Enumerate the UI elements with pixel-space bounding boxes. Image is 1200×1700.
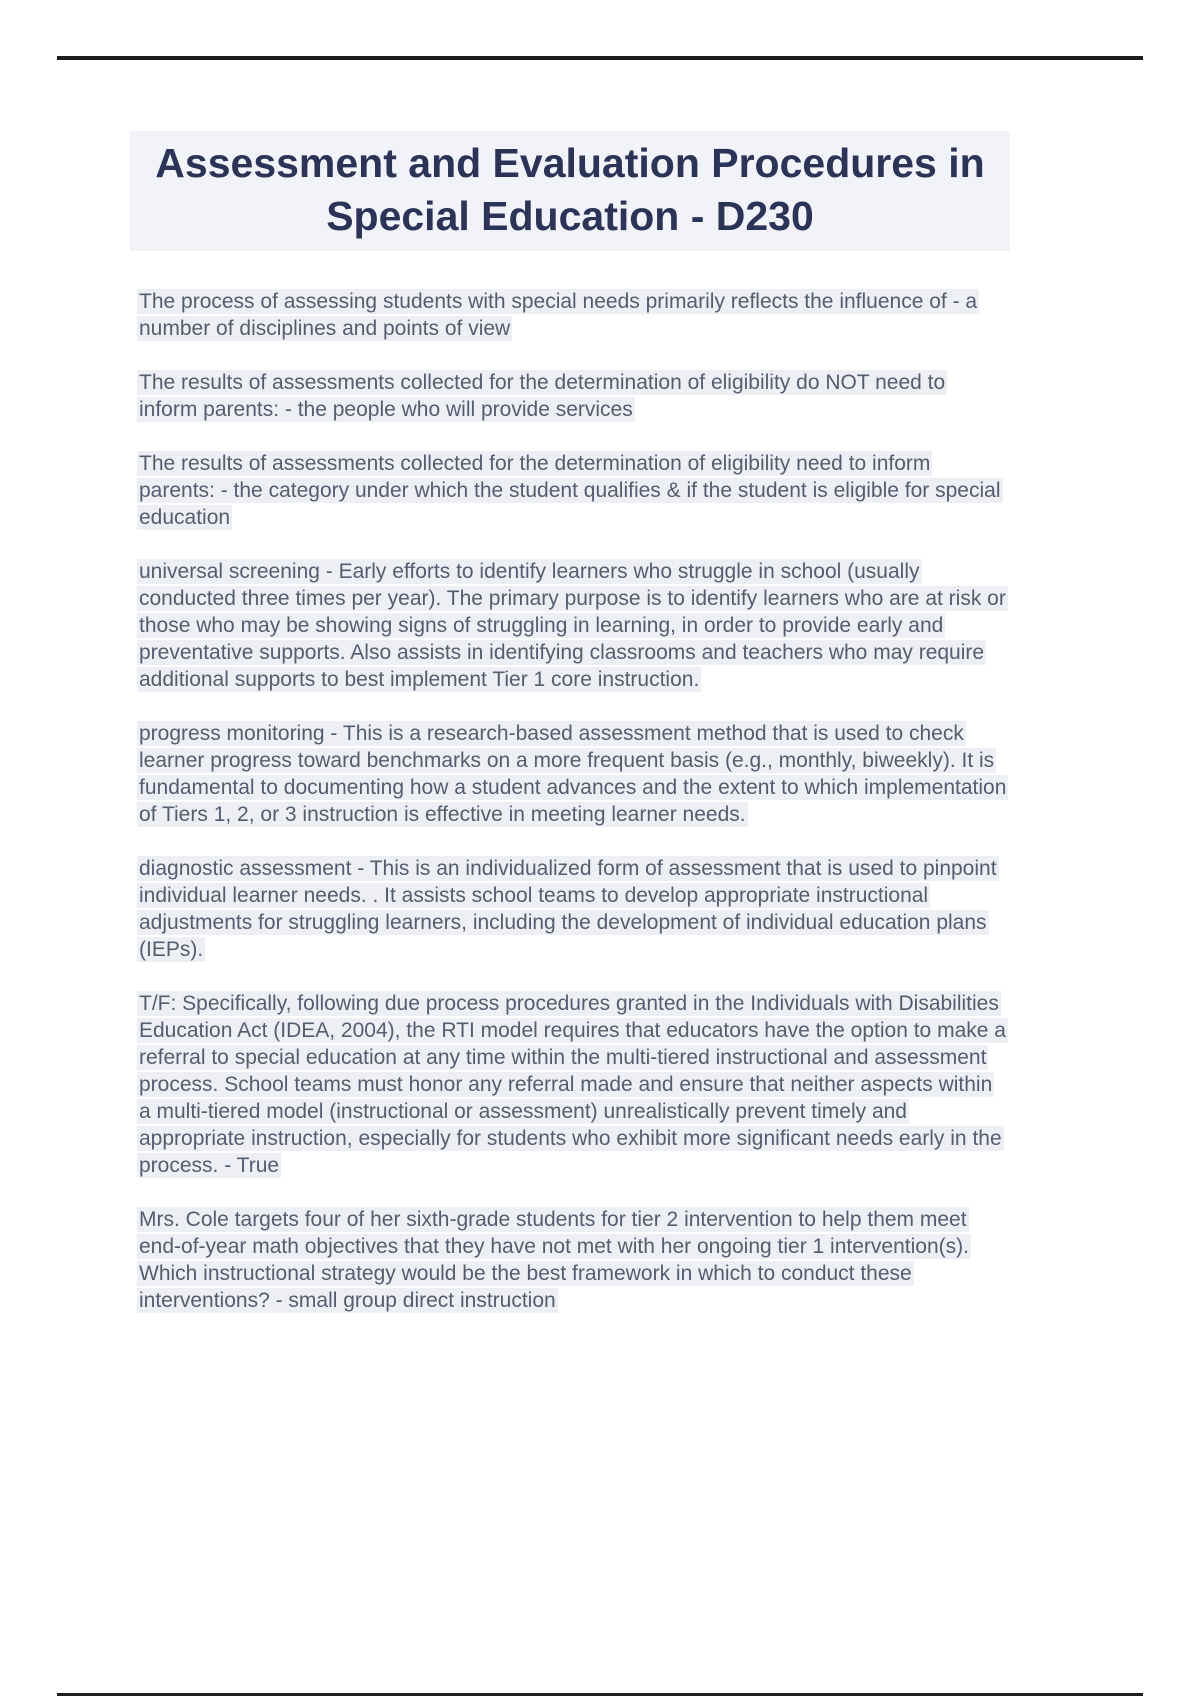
paragraph-text: The process of assessing students with special needs primarily reflects the influence of - a number of disciplines and points of view xyxy=(139,290,978,340)
note-paragraph xyxy=(137,450,1009,531)
page-title: Assessment and Evaluation Procedures in Special Education - D230 xyxy=(130,131,1010,251)
note-paragraph xyxy=(137,990,1009,1179)
document-body xyxy=(137,288,1009,1341)
bottom-rule xyxy=(57,1693,1143,1696)
note-paragraph xyxy=(137,558,1009,693)
paragraph-text: The results of assessments collected for the determination of eligibility do NOT need to inform parents: - the people who will provide services xyxy=(139,371,946,421)
paragraph-text: The results of assessments collected for the determination of eligibility need to inform parents: - the category under which the student qualifies & if the student is eligible for special education xyxy=(139,452,1001,529)
note-paragraph xyxy=(137,288,1009,342)
note-paragraph xyxy=(137,369,1009,423)
note-paragraph xyxy=(137,720,1009,828)
paragraph-text: diagnostic assessment - This is an individualized form of assessment that is used to pinpoint individual learner needs. . It assists school teams to develop appropriate instructional adjustments for struggling learners, including the development of individual education plans (IEPs). xyxy=(139,857,997,961)
note-paragraph xyxy=(137,855,1009,963)
title-block xyxy=(130,131,1010,251)
paragraph-text: T/F: Specifically, following due process procedures granted in the Individuals with Disabilities Education Act (IDEA, 2004), the RTI model requires that educators have the option to make a referral to special education at any time within the multi-tiered instructional and assessment process. School teams must honor any referral made and ensure that neither aspects within a multi-tiered model (instructional or assessment) unrealistically prevent timely and appropriate instruction, especially for students who exhibit more significant needs early in the process. - True xyxy=(139,992,1006,1177)
paragraph-text: Mrs. Cole targets four of her sixth-grade students for tier 2 intervention to help them meet end-of-year math objectives that they have not met with her ongoing tier 1 intervention(s). Which instructional strategy would be the best framework in which to conduct these interventions? - small group direct instruction xyxy=(139,1208,969,1312)
top-rule xyxy=(57,56,1143,60)
note-paragraph xyxy=(137,1206,1009,1314)
paragraph-text: progress monitoring - This is a research-based assessment method that is used to check learner progress toward benchmarks on a more frequent basis (e.g., monthly, biweekly). It is fundamental to documenting how a student advances and the extent to which implementation of Tiers 1, 2, or 3 instruction is effective in meeting learner needs. xyxy=(139,722,1007,826)
paragraph-text: universal screening - Early efforts to identify learners who struggle in school (usually conducted three times per year). The primary purpose is to identify learners who are at risk or those who may be showing signs of struggling in learning, in order to provide early and preventative supports. Also assists in identifying classrooms and teachers who may require additional supports to best implement Tier 1 core instruction. xyxy=(139,560,1006,691)
